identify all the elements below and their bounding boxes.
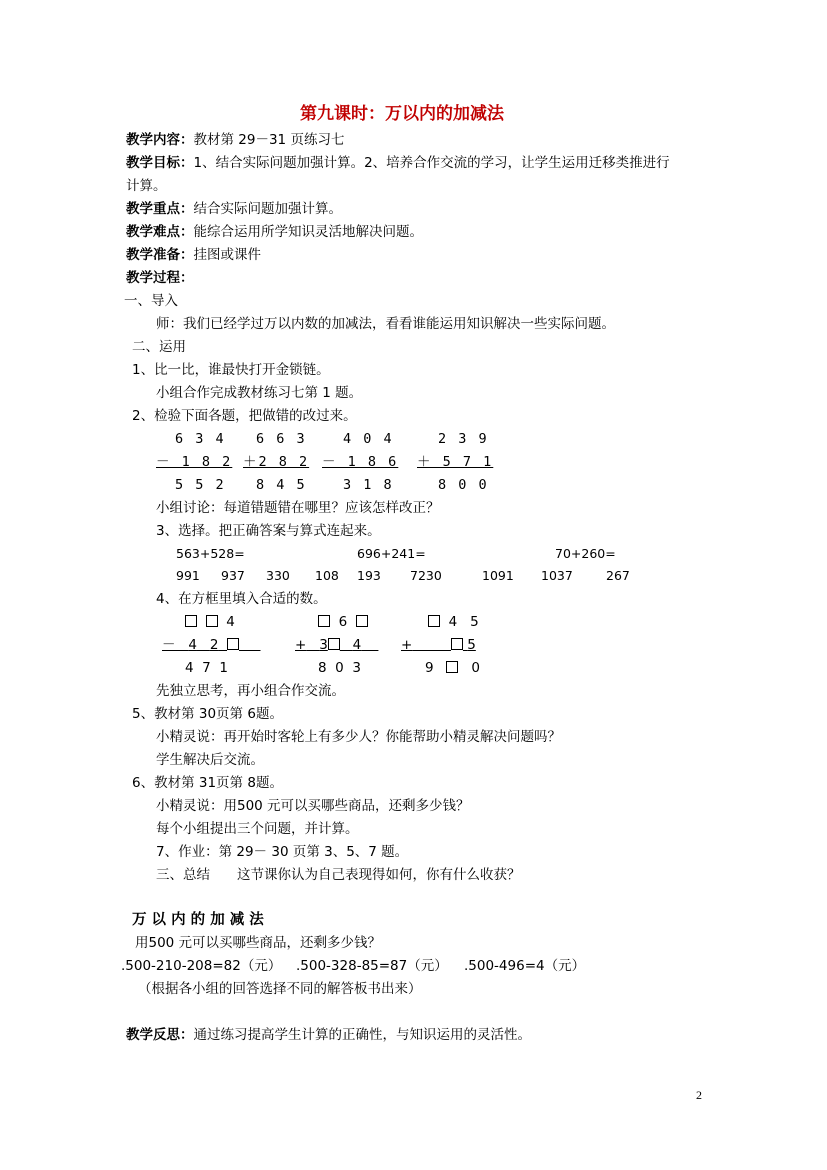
fill-1-mid	[162, 635, 261, 655]
answer-option: 193	[357, 568, 381, 583]
blank-box	[328, 638, 340, 650]
section-apply: 二、运用	[132, 339, 186, 355]
check-2-bot: 8 4 5	[256, 477, 307, 493]
fill-2-mid	[295, 635, 378, 655]
answer-option: 267	[606, 568, 630, 583]
board-question: 用500 元可以买哪些商品，还剩多少钱？	[135, 935, 382, 951]
content-text: 教材第 29－31 页练习七	[193, 132, 345, 148]
blank-box	[451, 638, 463, 650]
item-6-text-1: 小精灵说：用500 元可以买哪些商品，还剩多少钱？	[156, 798, 470, 814]
item-4-text: 先独立思考，再小组合作交流。	[156, 683, 345, 699]
expr-3: 70+260=	[555, 546, 616, 561]
expr-1: 563+528=	[176, 546, 245, 561]
content-label: 教学内容：	[126, 132, 194, 148]
item-5: 5、教材第 30页第 6题。	[132, 706, 283, 722]
blank-box	[185, 615, 197, 627]
answer-option: 1037	[541, 568, 573, 583]
check-2-mid: ＋2 8 2	[243, 454, 310, 470]
digit: 6	[338, 614, 348, 630]
answer-option: 7230	[410, 568, 442, 583]
reflection-line	[126, 1025, 531, 1045]
page-title: 第九课时：万以内的加减法	[300, 104, 504, 124]
board-equation: .500-210-208=82（元）	[121, 958, 282, 974]
operator: +	[295, 637, 307, 653]
key-label: 教学重点：	[126, 201, 194, 217]
board-equation: .500-328-85=87（元）	[296, 958, 448, 974]
digit: 5	[467, 637, 476, 653]
item-4: 4、在方框里填入合适的数。	[156, 591, 327, 607]
fill-3-bot	[425, 658, 480, 678]
prep-text: 挂图或课件	[193, 247, 261, 263]
item-1: 1、比一比，谁最快打开金锁链。	[132, 362, 330, 378]
blank-box	[446, 661, 458, 673]
key-line	[126, 199, 342, 219]
operator: +	[401, 637, 413, 653]
digit: 4	[448, 614, 458, 630]
blank-box	[318, 615, 330, 627]
goal-text-cont: 计算。	[126, 178, 167, 194]
content-line	[126, 130, 344, 150]
digit: 5	[470, 614, 479, 630]
fill-2-bot: 8 0 3	[318, 660, 361, 676]
item-3: 3、选择。把正确答案与算式连起来。	[156, 523, 381, 539]
fill-1-top	[185, 612, 235, 632]
board-equation: .500-496=4（元）	[464, 958, 586, 974]
check-2-top: 6 6 3	[256, 431, 307, 447]
prep-line	[126, 245, 261, 265]
item-2-discussion: 小组讨论：每道错题错在哪里？应该怎样改正？	[156, 500, 440, 516]
difficulty-line	[126, 222, 423, 242]
fill-3-top	[428, 612, 479, 632]
answer-option: 937	[221, 568, 245, 583]
prep-label: 教学准备：	[126, 247, 194, 263]
check-4-bot: 8 0 0	[438, 477, 489, 493]
item-7: 7、作业：第 29－ 30 页第 3、5、7 题。	[156, 844, 409, 860]
process-label: 教学过程：	[126, 270, 194, 286]
fill-3-mid	[401, 635, 476, 655]
item-2: 2、检验下面各题，把做错的改过来。	[132, 408, 357, 424]
check-1-mid: － 1 8 2	[156, 454, 233, 470]
operator: －	[162, 637, 176, 653]
board-note: （根据各小组的回答选择不同的解答板书出来）	[138, 981, 422, 997]
blank-box	[206, 615, 218, 627]
digit: 4	[226, 614, 235, 630]
difficulty-text: 能综合运用所学知识灵活地解决问题。	[193, 224, 423, 240]
reflection-label: 教学反思：	[126, 1027, 194, 1043]
section-summary: 三、总结 这节课你认为自己表现得如何，你有什么收获？	[156, 867, 521, 883]
check-1-bot: 5 5 2	[175, 477, 226, 493]
expr-2: 696+241=	[357, 546, 426, 561]
item-1-text: 小组合作完成教材练习七第 1 题。	[156, 385, 363, 401]
answer-option: 991	[176, 568, 200, 583]
digit: 4	[188, 637, 197, 653]
goal-line	[126, 153, 670, 173]
section-intro: 一、导入	[124, 293, 178, 309]
blank-box	[356, 615, 368, 627]
digit: 4	[352, 637, 362, 653]
page-number: 2	[696, 1088, 702, 1102]
digit: 0	[471, 660, 480, 676]
item-6-text-2: 每个小组提出三个问题，并计算。	[156, 821, 359, 837]
blank-box	[227, 638, 239, 650]
check-3-bot: 3 1 8	[343, 477, 394, 493]
check-3-mid: － 1 8 6	[322, 454, 399, 470]
answer-option: 108	[315, 568, 339, 583]
check-4-mid: ＋ 5 7 1	[417, 454, 494, 470]
answer-option: 1091	[482, 568, 514, 583]
check-4-top: 2 3 9	[438, 431, 489, 447]
answer-option: 330	[266, 568, 290, 583]
item-5-text-2: 学生解决后交流。	[156, 752, 264, 768]
digit: 3	[319, 637, 328, 653]
fill-1-bot: 4 7 1	[185, 660, 228, 676]
reflection-text: 通过练习提高学生计算的正确性，与知识运用的灵活性。	[193, 1027, 531, 1043]
key-text: 结合实际问题加强计算。	[193, 201, 342, 217]
item-6: 6、教材第 31页第 8题。	[132, 775, 283, 791]
difficulty-label: 教学难点：	[126, 224, 194, 240]
section-intro-text: 师：我们已经学过万以内数的加减法，看看谁能运用知识解决一些实际问题。	[156, 316, 615, 332]
digit: 2	[209, 637, 219, 653]
item-5-text-1: 小精灵说：再开始时客轮上有多少人？你能帮助小精灵解决问题吗？	[156, 729, 561, 745]
blank-box	[428, 615, 440, 627]
check-3-top: 4 0 4	[343, 431, 394, 447]
fill-2-top	[318, 612, 368, 632]
board-title: 万 以 内 的 加 减 法	[132, 912, 264, 928]
check-1-top: 6 3 4	[175, 431, 226, 447]
goal-label: 教学目标：	[126, 155, 194, 171]
goal-text: 1、结合实际问题加强计算。2、培养合作交流的学习，让学生运用迁移类推进行	[193, 155, 670, 171]
digit: 9	[425, 660, 434, 676]
